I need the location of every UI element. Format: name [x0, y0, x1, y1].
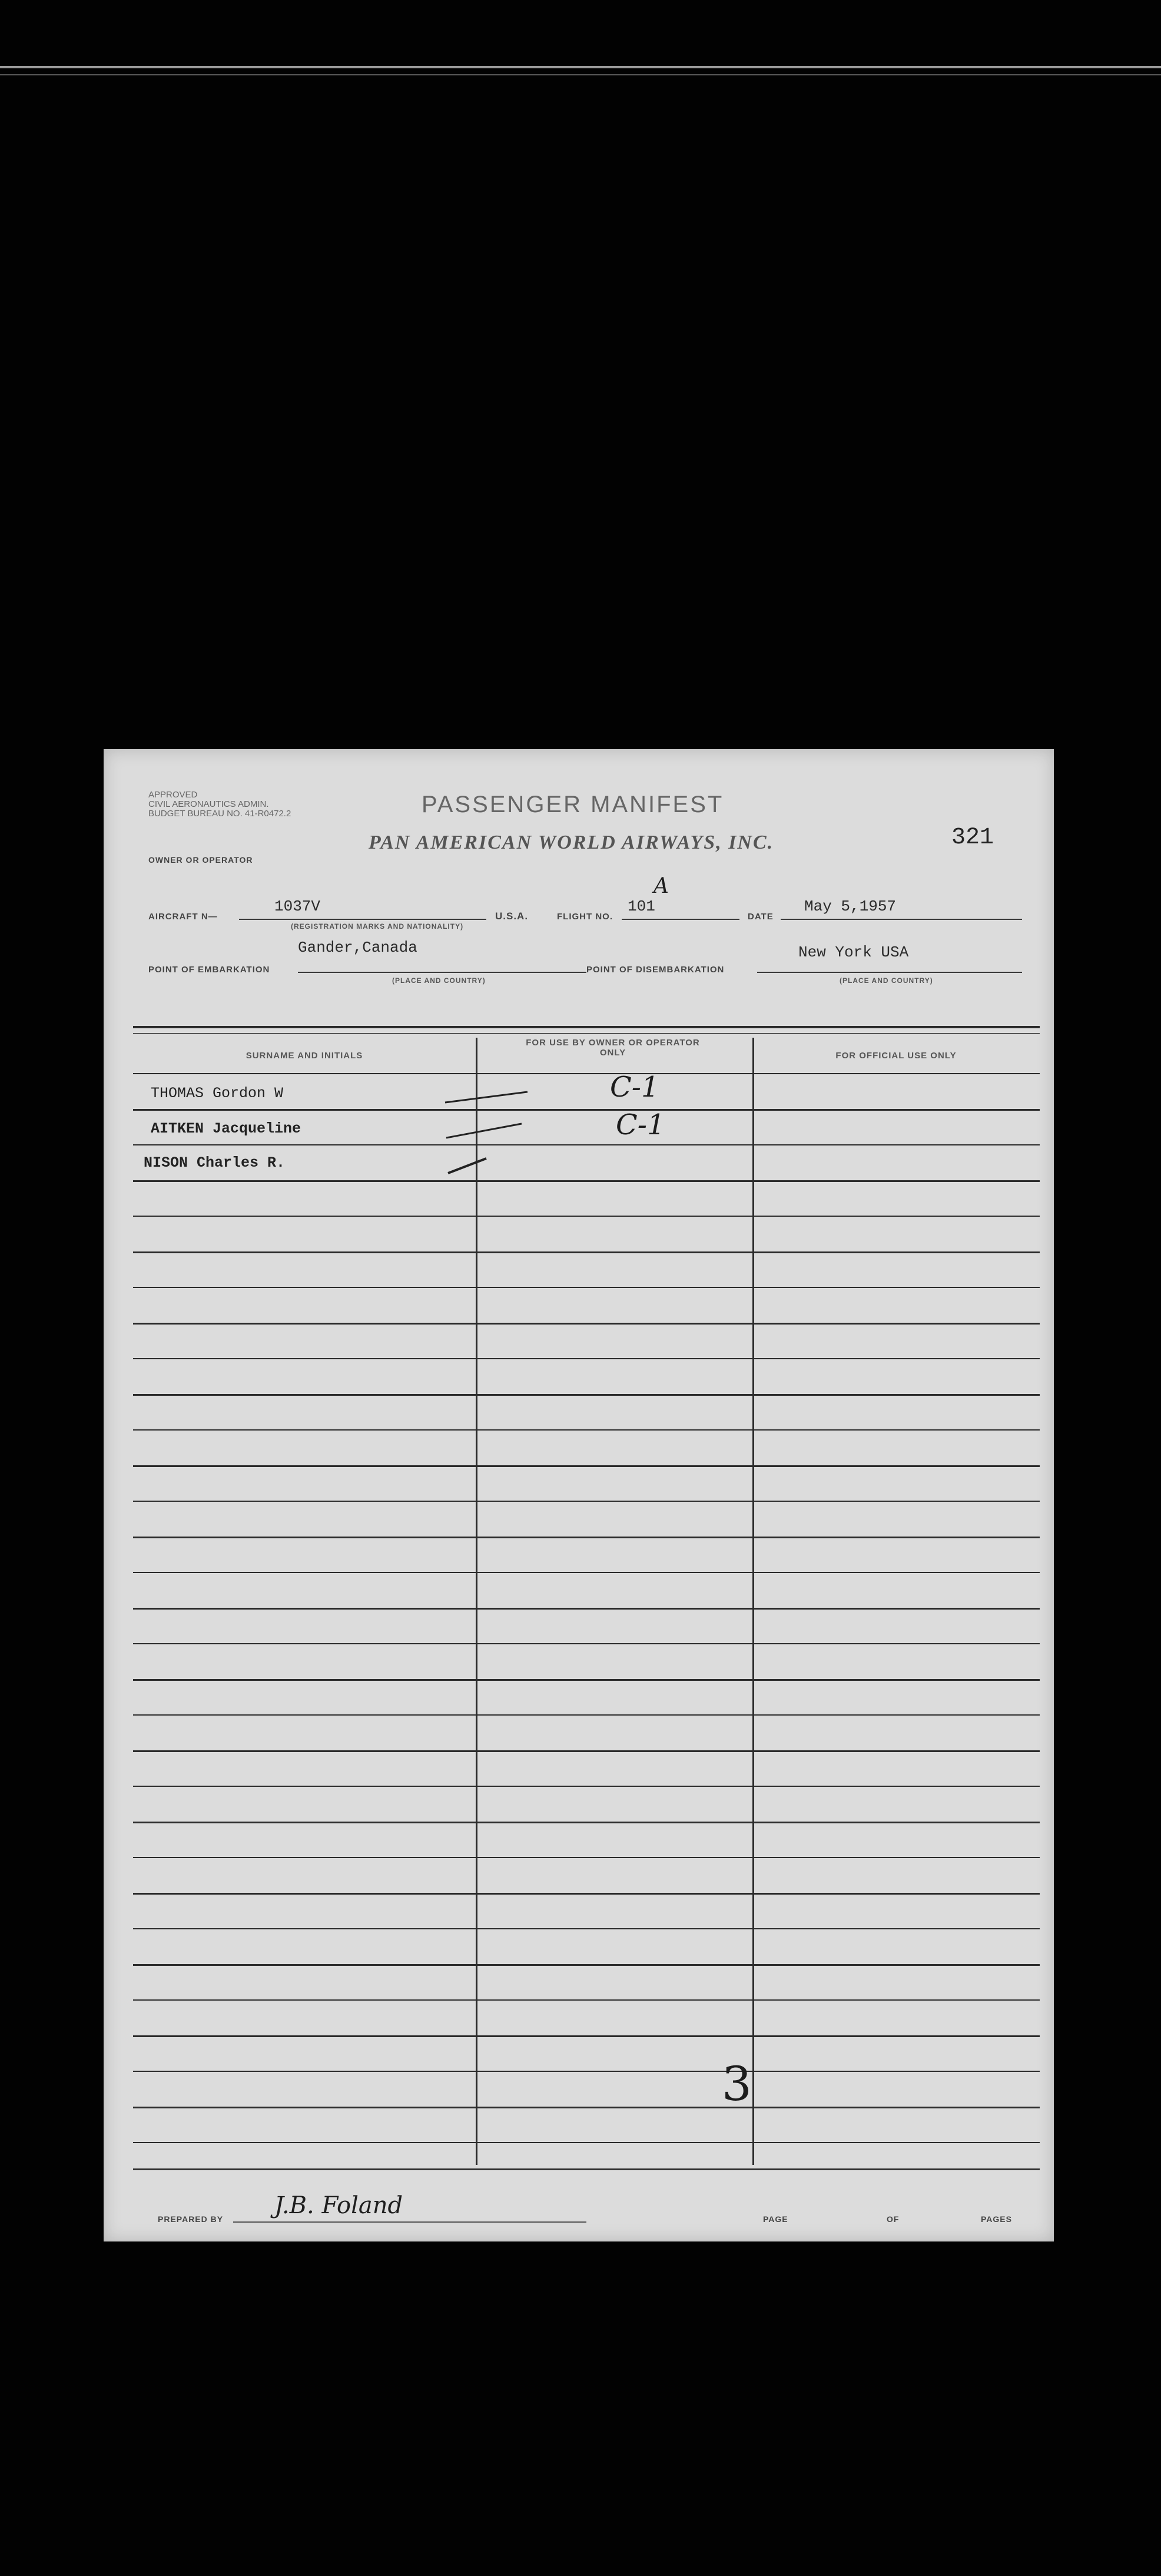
date-value: May 5,1957: [804, 898, 897, 915]
usa-label: U.S.A.: [495, 910, 529, 922]
pages-label: PAGES: [981, 2214, 1012, 2224]
table-row-line: [133, 1144, 1040, 1145]
aircraft-label: AIRCRAFT N—: [148, 912, 218, 922]
disembark-value: New York USA: [798, 943, 909, 961]
table-row-line: [133, 1251, 1040, 1253]
owner-mark-2: C-1: [616, 1108, 665, 1141]
flight-value: 101: [628, 898, 655, 915]
date-rule: [781, 919, 1022, 920]
prepared-signature: J.B. Foland: [274, 2192, 403, 2219]
table-row-line: [133, 1822, 1040, 1823]
table-row-line: [133, 1786, 1040, 1787]
table-row-line: [133, 1928, 1040, 1929]
table-row-line: [133, 1964, 1040, 1966]
table-row-line: [133, 1714, 1040, 1716]
table-row-line: [133, 1643, 1040, 1644]
table-row-line: [133, 1501, 1040, 1502]
table-row-line: [133, 1180, 1040, 1182]
table-row-line: [133, 2071, 1040, 2072]
table-row-line: [133, 2142, 1040, 2143]
table-row-line: [133, 2107, 1040, 2108]
aircraft-sublabel: (REGISTRATION MARKS AND NATIONALITY): [291, 922, 464, 931]
table-row-line: [133, 1857, 1040, 1858]
table-top-border: [133, 1026, 1040, 1028]
passenger-name-1: THOMAS Gordon W: [151, 1085, 284, 1102]
owner-mark-1: C-1: [610, 1071, 659, 1104]
form-title: PASSENGER MANIFEST: [422, 792, 724, 817]
table-row-line: [133, 1465, 1040, 1467]
page-number: 321: [951, 825, 994, 851]
table-row-line: [133, 1999, 1040, 2001]
owner-label: OWNER OR OPERATOR: [148, 855, 253, 865]
of-label: OF: [887, 2214, 900, 2224]
check-mark-3: [448, 1158, 486, 1173]
manifest-sheet: [104, 749, 1054, 2241]
footer-rule: [133, 2168, 1040, 2170]
table-row-line: [133, 1537, 1040, 1538]
disembark-label: POINT OF DISEMBARKATION: [586, 965, 725, 975]
flight-rule: [622, 919, 739, 920]
embark-label: POINT OF EMBARKATION: [148, 965, 270, 975]
column-header-surname: SURNAME AND INITIALS: [246, 1051, 363, 1061]
table-row-line: [133, 2035, 1040, 2037]
flight-handwritten: A: [654, 874, 669, 898]
page-label: PAGE: [763, 2214, 788, 2224]
table-row-line: [133, 1323, 1040, 1325]
check-marks: [439, 1079, 533, 1197]
embark-sublabel: (PLACE AND COUNTRY): [392, 976, 486, 985]
column-header-owner: FOR USE BY OWNER OR OPERATOR ONLY: [526, 1038, 700, 1058]
table-row-line: [133, 1394, 1040, 1396]
film-edge-line-2: [0, 74, 1161, 75]
embark-rule: [298, 972, 586, 973]
table-top-border-2: [133, 1033, 1040, 1034]
passenger-table: [133, 1026, 1040, 2163]
passenger-name-2: AITKEN Jacqueline: [151, 1120, 301, 1137]
table-row-line: [133, 1679, 1040, 1681]
table-row-line: [133, 1893, 1040, 1895]
column-divider-2: [752, 1038, 754, 2165]
column-divider-1: [476, 1038, 477, 2165]
check-mark-1: [445, 1092, 528, 1102]
aircraft-rule: [239, 919, 486, 920]
passenger-name-3: NISON Charles R.: [144, 1154, 286, 1171]
table-row-line: [133, 1608, 1040, 1610]
table-row-line: [133, 1073, 1040, 1074]
table-row-line: [133, 1216, 1040, 1217]
column-header-official: FOR OFFICIAL USE ONLY: [835, 1051, 957, 1061]
table-row-line: [133, 1358, 1040, 1359]
flight-label: FLIGHT NO.: [557, 912, 613, 922]
table-row-line: [133, 1750, 1040, 1752]
date-label: DATE: [748, 912, 774, 922]
check-mark-2: [446, 1124, 522, 1138]
company-name: PAN AMERICAN WORLD AIRWAYS, INC.: [369, 832, 774, 853]
approval-block: APPROVED CIVIL AERONAUTICS ADMIN. BUDGET BUREAU NO. 41-R0472.2: [148, 790, 291, 819]
total-count: 3: [722, 2057, 752, 2111]
prepared-rule: [233, 2221, 586, 2223]
table-row-line: [133, 1109, 1040, 1111]
table-row-line: [133, 1287, 1040, 1288]
prepared-label: PREPARED BY: [158, 2214, 224, 2224]
table-row-line: [133, 1429, 1040, 1431]
embark-value: Gander,Canada: [298, 939, 417, 956]
disembark-rule: [757, 972, 1022, 973]
aircraft-value: 1037V: [274, 898, 321, 915]
disembark-sublabel: (PLACE AND COUNTRY): [840, 976, 933, 985]
film-edge-line: [0, 66, 1161, 68]
table-row-line: [133, 1572, 1040, 1573]
